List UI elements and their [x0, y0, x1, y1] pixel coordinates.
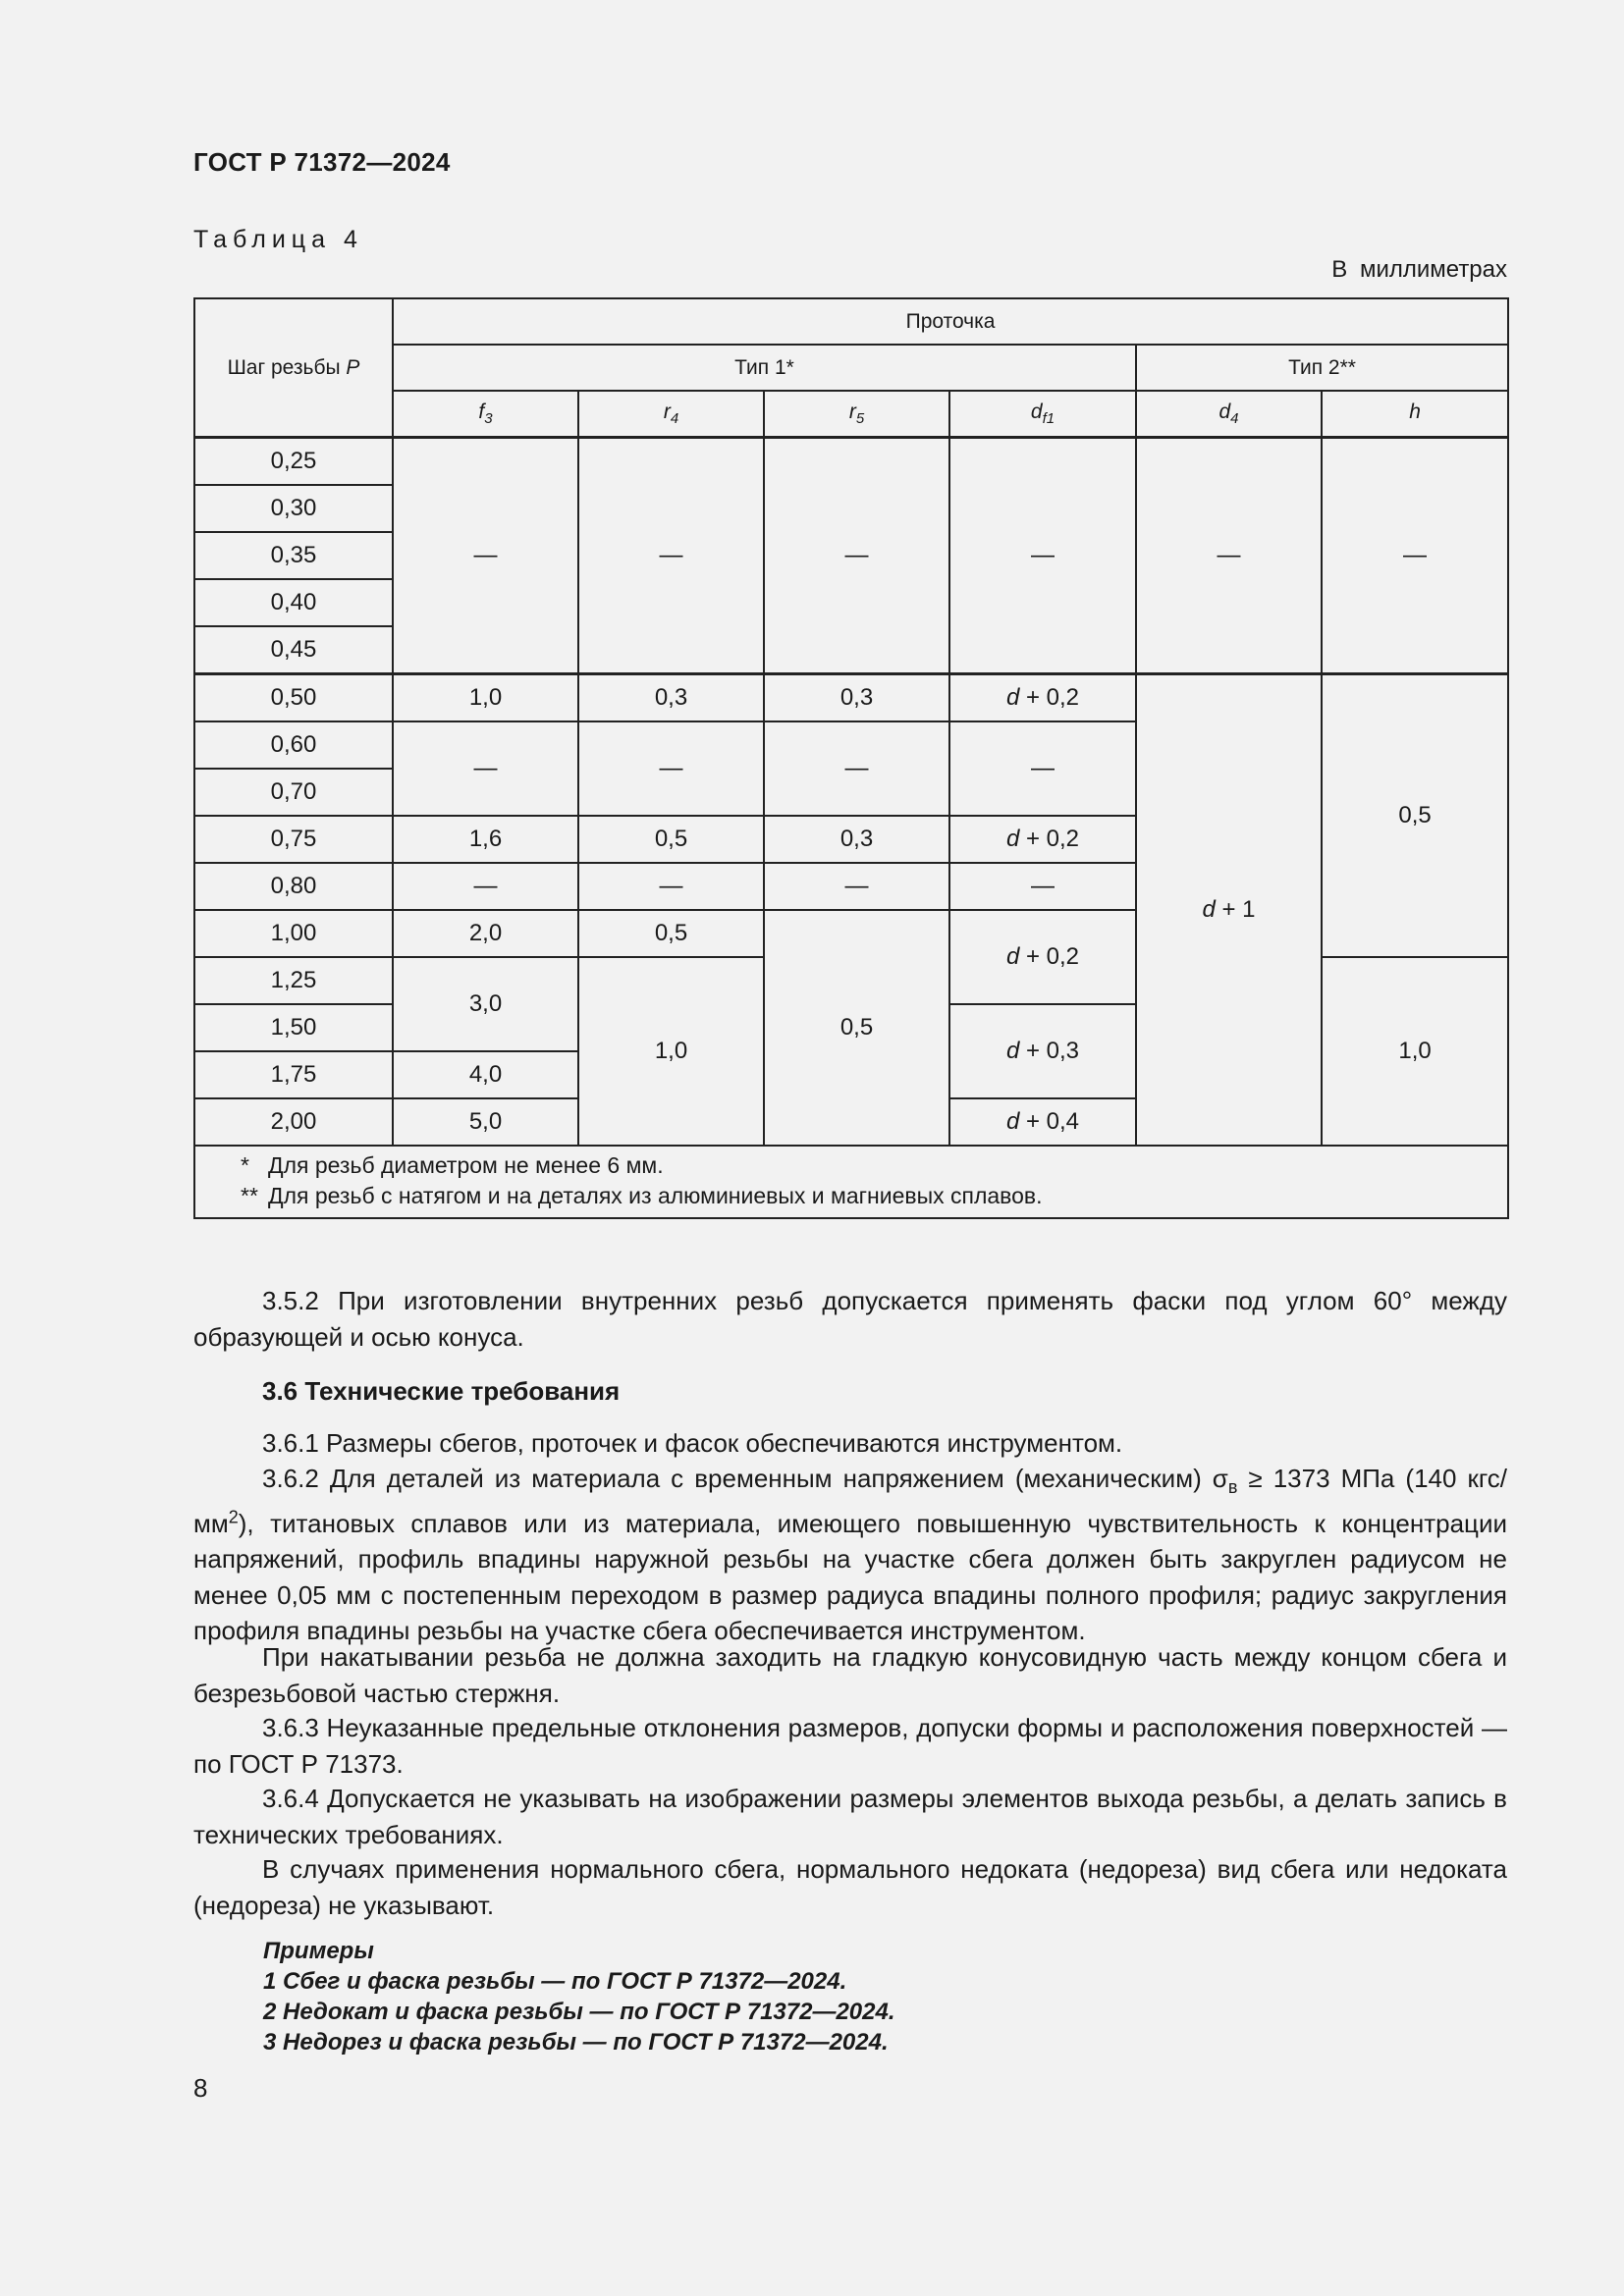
- header-groove: Проточка: [393, 298, 1508, 345]
- col-h: h: [1322, 391, 1508, 438]
- table-cell: —: [1136, 438, 1322, 674]
- table-cell: —: [949, 863, 1136, 910]
- table-cell: —: [949, 721, 1136, 816]
- table-cell: 0,5: [1322, 674, 1508, 958]
- col-d4: $d_4$: [1136, 391, 1322, 438]
- pitch-cell: 0,70: [194, 769, 393, 816]
- col-r4: $r_4$: [578, 391, 764, 438]
- table-cell: —: [949, 438, 1136, 674]
- col-df1: $d_{f1}$: [949, 391, 1136, 438]
- table-cell: 0,5: [578, 816, 764, 863]
- table-cell: d + 1: [1136, 674, 1322, 1147]
- thread-groove-table: [193, 297, 1509, 1219]
- pitch-cell: 0,75: [194, 816, 393, 863]
- document-header: ГОСТ Р 71372—2024: [193, 147, 451, 177]
- pitch-cell: 1,00: [194, 910, 393, 957]
- pitch-cell: 0,50: [194, 674, 393, 722]
- header-type1: Тип 1*: [393, 345, 1136, 391]
- table-cell: —: [764, 721, 949, 816]
- table-cell: —: [393, 721, 578, 816]
- pitch-cell: 2,00: [194, 1098, 393, 1146]
- table-cell: 0,5: [578, 910, 764, 957]
- paragraph-3-6-1: 3.6.1 Размеры сбегов, проточек и фасок обеспечиваются инструментом.: [262, 1428, 1123, 1458]
- paragraph-3-6-3: 3.6.3 Неуказанные предельные отклонения размеров, допуски формы и расположения поверхностей — по ГОСТ Р 71373.: [193, 1713, 1507, 1779]
- table-cell: 1,0: [578, 957, 764, 1146]
- table-cell: 5,0: [393, 1098, 578, 1146]
- header-type2: Тип 2**: [1136, 345, 1508, 391]
- table-cell: d + 0,2: [949, 910, 1136, 1004]
- pitch-cell: 0,25: [194, 438, 393, 486]
- table-cell: —: [393, 438, 578, 674]
- col-f3: $f_3$: [393, 391, 578, 438]
- table-cell: d + 0,2: [949, 674, 1136, 722]
- table-cell: —: [393, 863, 578, 910]
- page-number: 8: [193, 2073, 208, 2103]
- table-cell: 0,3: [764, 816, 949, 863]
- table-cell: 0,3: [764, 674, 949, 722]
- paragraph-rolling: При накатывании резьба не должна заходить на гладкую конусовидную часть между концом сбега и безрезьбовой частью стержня.: [193, 1642, 1507, 1708]
- paragraph-3-6-4: 3.6.4 Допускается не указывать на изображении размеры элементов выхода резьбы, а делать запись в технических требованиях.: [193, 1784, 1507, 1849]
- table-cell: d + 0,4: [949, 1098, 1136, 1146]
- example-item: 3 Недорез и фаска резьбы — по ГОСТ Р 71372—2024.: [263, 2029, 889, 2056]
- pitch-cell: 1,25: [194, 957, 393, 1004]
- pitch-cell: 1,50: [194, 1004, 393, 1051]
- pitch-cell: 0,80: [194, 863, 393, 910]
- table-footnotes: [194, 1146, 1508, 1218]
- example-item: 1 Сбег и фаска резьбы — по ГОСТ Р 71372—2024.: [263, 1968, 847, 1995]
- table-cell: —: [578, 438, 764, 674]
- header-pitch: Шаг резьбы P: [194, 298, 393, 438]
- pitch-cell: 0,35: [194, 532, 393, 579]
- table-cell: —: [764, 863, 949, 910]
- examples-block: [263, 1936, 895, 2057]
- table-cell: 0,3: [578, 674, 764, 722]
- table-cell: 1,0: [1322, 957, 1508, 1146]
- table-cell: —: [578, 721, 764, 816]
- table-cell: 0,5: [764, 910, 949, 1146]
- table-caption: Таблица 4: [193, 226, 363, 253]
- footnote-2: ** Для резьб с натягом и на деталях из алюминиевых и магниевых сплавов.: [241, 1183, 1043, 1208]
- table-cell: 1,6: [393, 816, 578, 863]
- footnote-1: * Для резьб диаметром не менее 6 мм.: [241, 1152, 664, 1178]
- table-cell: 4,0: [393, 1051, 578, 1098]
- pitch-cell: 0,45: [194, 626, 393, 674]
- units-note: В миллиметрах: [1331, 256, 1507, 283]
- table-cell: —: [1322, 438, 1508, 674]
- table-cell: 2,0: [393, 910, 578, 957]
- pitch-cell: 0,60: [194, 721, 393, 769]
- pitch-cell: 1,75: [194, 1051, 393, 1098]
- col-r5: $r_5$: [764, 391, 949, 438]
- example-item: 2 Недокат и фаска резьбы — по ГОСТ Р 71372—2024.: [263, 1999, 895, 2025]
- table-cell: 3,0: [393, 957, 578, 1051]
- paragraph-normal-runout: В случаях применения нормального сбега, нормального недоката (недореза) вид сбега или недоката (недореза) не указывают.: [193, 1854, 1507, 1920]
- table-cell: 1,0: [393, 674, 578, 722]
- table-cell: —: [578, 863, 764, 910]
- examples-title: Примеры: [263, 1938, 374, 1964]
- pitch-cell: 0,30: [194, 485, 393, 532]
- paragraph-3-5-2: 3.5.2 При изготовлении внутренних резьб допускается применять фаски под углом 60° между образующей и осью конуса.: [193, 1286, 1507, 1352]
- pitch-cell: 0,40: [194, 579, 393, 626]
- paragraph-3-6-2: 3.6.2 Для деталей из материала с временным напряжением (механическим) $\sigma_в \ge 1373$ МПа (140 кгс/$мм^2$), титановых сплавов или из материала, имеющего повышенную чувствительность к концентрации напряжений, профиль впадины наружной резьбы на участке сбега должен быть закруглен радиусом не менее 0,05 мм с постепенным переходом в размер радиуса впадины полного профиля; радиус закругления профиля впадины резьбы на участке сбега обеспечивается инструментом.: [193, 1464, 1507, 1646]
- section-heading-3-6: 3.6 Технические требования: [262, 1376, 621, 1406]
- table-cell: d + 0,3: [949, 1004, 1136, 1098]
- table-cell: —: [764, 438, 949, 674]
- table-cell: d + 0,2: [949, 816, 1136, 863]
